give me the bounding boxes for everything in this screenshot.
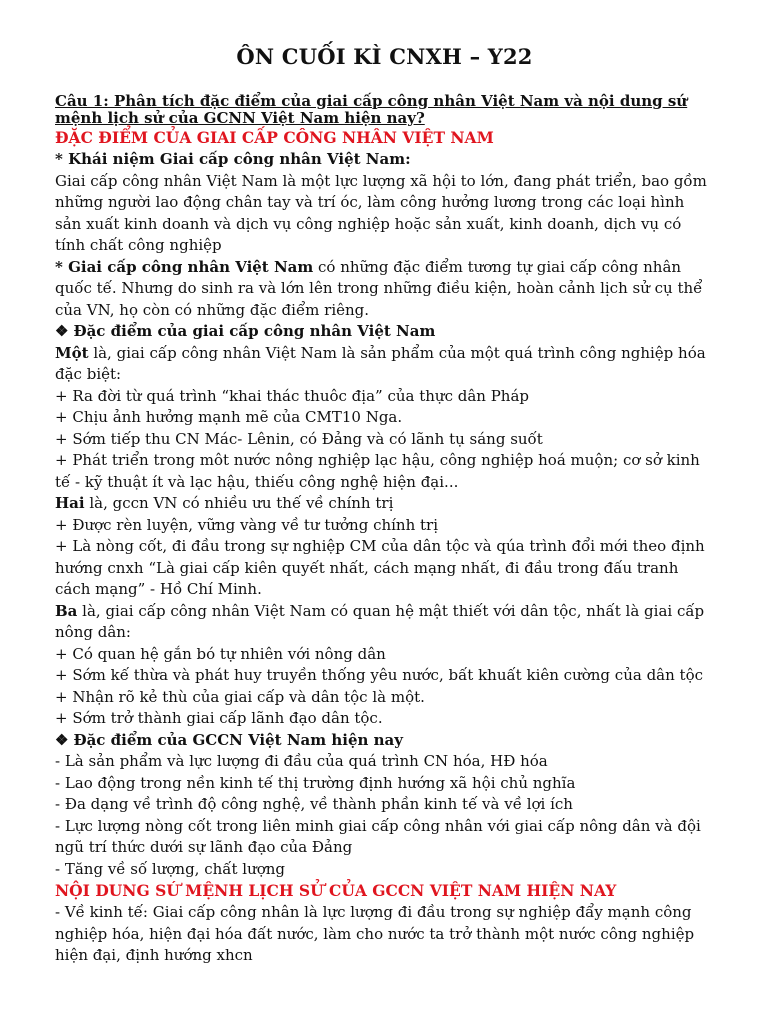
point-one-item: + Ra đời từ quá trình “khai thác thuôc địa” của thực dân Pháp [55,386,530,405]
point-three-item: + Sớm trở thành giai cấp lãnh đạo dân tộc. [55,709,383,727]
point-two-lead: Hai [55,494,85,512]
question-heading: Câu 1: Phân tích đặc điểm của giai cấp công nhân Việt Nam và nội dung sứ mệnh lịch sử của GCNN Việt Nam hiện nay? [55,92,688,127]
point-three-item: + Có quan hệ gắn bó tự nhiên với nông dân [55,644,386,663]
point-two-rest: là, gccn VN có nhiều ưu thế về chính trị [84,494,394,512]
point-one [55,343,714,386]
features-heading: ❖ Đặc điểm của giai cấp công nhân Việt Nam [55,321,714,343]
point-one-rest: là, giai cấp công nhân Việt Nam là sản phẩm của một quá trình công nghiệp hóa đặc biệt: [55,343,706,383]
point-one-item: + Sớm tiếp thu CN Mác- Lênin, có Đảng và có lãnh tụ sáng suốt [55,429,543,448]
point-two-item: + Là nòng cốt, đi đầu trong sự nghiệp CM của dân tộc và qúa trình đổi mới theo định hướng cnxh “Là giai cấp kiên quyết nhất, cách mạng nhất, đi đầu trong đấu tranh cách mạng” - Hồ Chí Minh. [55,537,705,598]
international-paragraph [55,257,714,322]
section-heading-mission: NỘI DUNG SỨ MỆNH LỊCH SỬ CỦA GCCN VIỆT NAM HIỆN NAY [55,881,617,900]
international-rest: có những đặc điểm tương tự giai cấp công nhân quốc tế. Nhưng do sinh ra và lớn lên trong những điều kiện, hoàn cảnh lịch sử cụ thể của VN, họ còn có những đặc điểm riêng. [55,257,703,319]
current-feature-item: - Đa dạng về trình độ công nghệ, về thành phần kinh tế và về lợi ích [55,795,573,813]
point-three-rest: là, giai cấp công nhân Việt Nam có quan hệ mật thiết với dân tộc, nhất là giai cấp nông dân: [55,601,705,641]
concept-heading: * Khái niệm Giai cấp công nhân Việt Nam: [55,150,411,168]
document-title: ÔN CUỐI KÌ CNXH – Y22 [236,44,533,69]
point-three-lead: Ba [55,601,78,620]
current-feature-item: - Lực lượng nòng cốt trong liên minh giai cấp công nhân với giai cấp nông dân và đội ngũ trí thức dưới sự lãnh đạo của Đảng [55,816,701,856]
concept-body: Giai cấp công nhân Việt Nam là một lực lượng xã hội to lớn, đang phát triển, bao gồm những người lao động chân tay và trí óc, làm công hưởng lương trong các loại hình sản xuất kinh doanh và dịch vụ công nghiệp hoặc sản xuất, kinh doanh, dịch vụ có tính chất công nghiệp [55,171,707,254]
point-one-lead: Một [55,343,89,362]
current-feature-item: - Lao động trong nền kinh tế thị trường định hướng xã hội chủ nghĩa [55,773,576,792]
point-three [55,601,714,644]
current-features-heading: ❖ Đặc điểm của GCCN Việt Nam hiện nay [55,730,714,752]
point-two-item: + Được rèn luyện, vững vàng về tư tưởng chính trị [55,515,439,534]
point-two [55,493,714,515]
current-feature-item: - Là sản phẩm và lực lượng đi đầu của quá trình CN hóa, HĐ hóa [55,752,548,770]
point-three-item: + Sớm kế thừa và phát huy truyền thống yêu nước, bất khuất kiên cường của dân tộc + Nhận rõ kẻ thù của giai cấp và dân tộc là một. [55,666,703,706]
mission-item: - Về kinh tế: Giai cấp công nhân là lực lượng đi đầu trong sự nghiệp đẩy mạnh công nghiệp hóa, hiện đại hóa đất nước, làm cho nước ta trở thành một nước công nghiệp hiện đại, định hướng xhcn [55,903,695,964]
current-feature-item: - Tăng về số lượng, chất lượng [55,859,286,878]
section-heading-characteristics: ĐẶC ĐIỂM CỦA GIAI CẤP CÔNG NHÂN VIỆT NAM [55,128,494,147]
international-lead: * Giai cấp công nhân Việt Nam [55,257,314,276]
point-one-item: + Chịu ảnh hưởng mạnh mẽ của CMT10 Nga. [55,408,403,426]
point-one-item: + Phát triển trong môt nước nông nghiệp lạc hậu, công nghiệp hoá muộn; cơ sở kinh tế - kỹ thuật ít và lạc hậu, thiếu công nghệ hiện đại... [55,451,700,491]
